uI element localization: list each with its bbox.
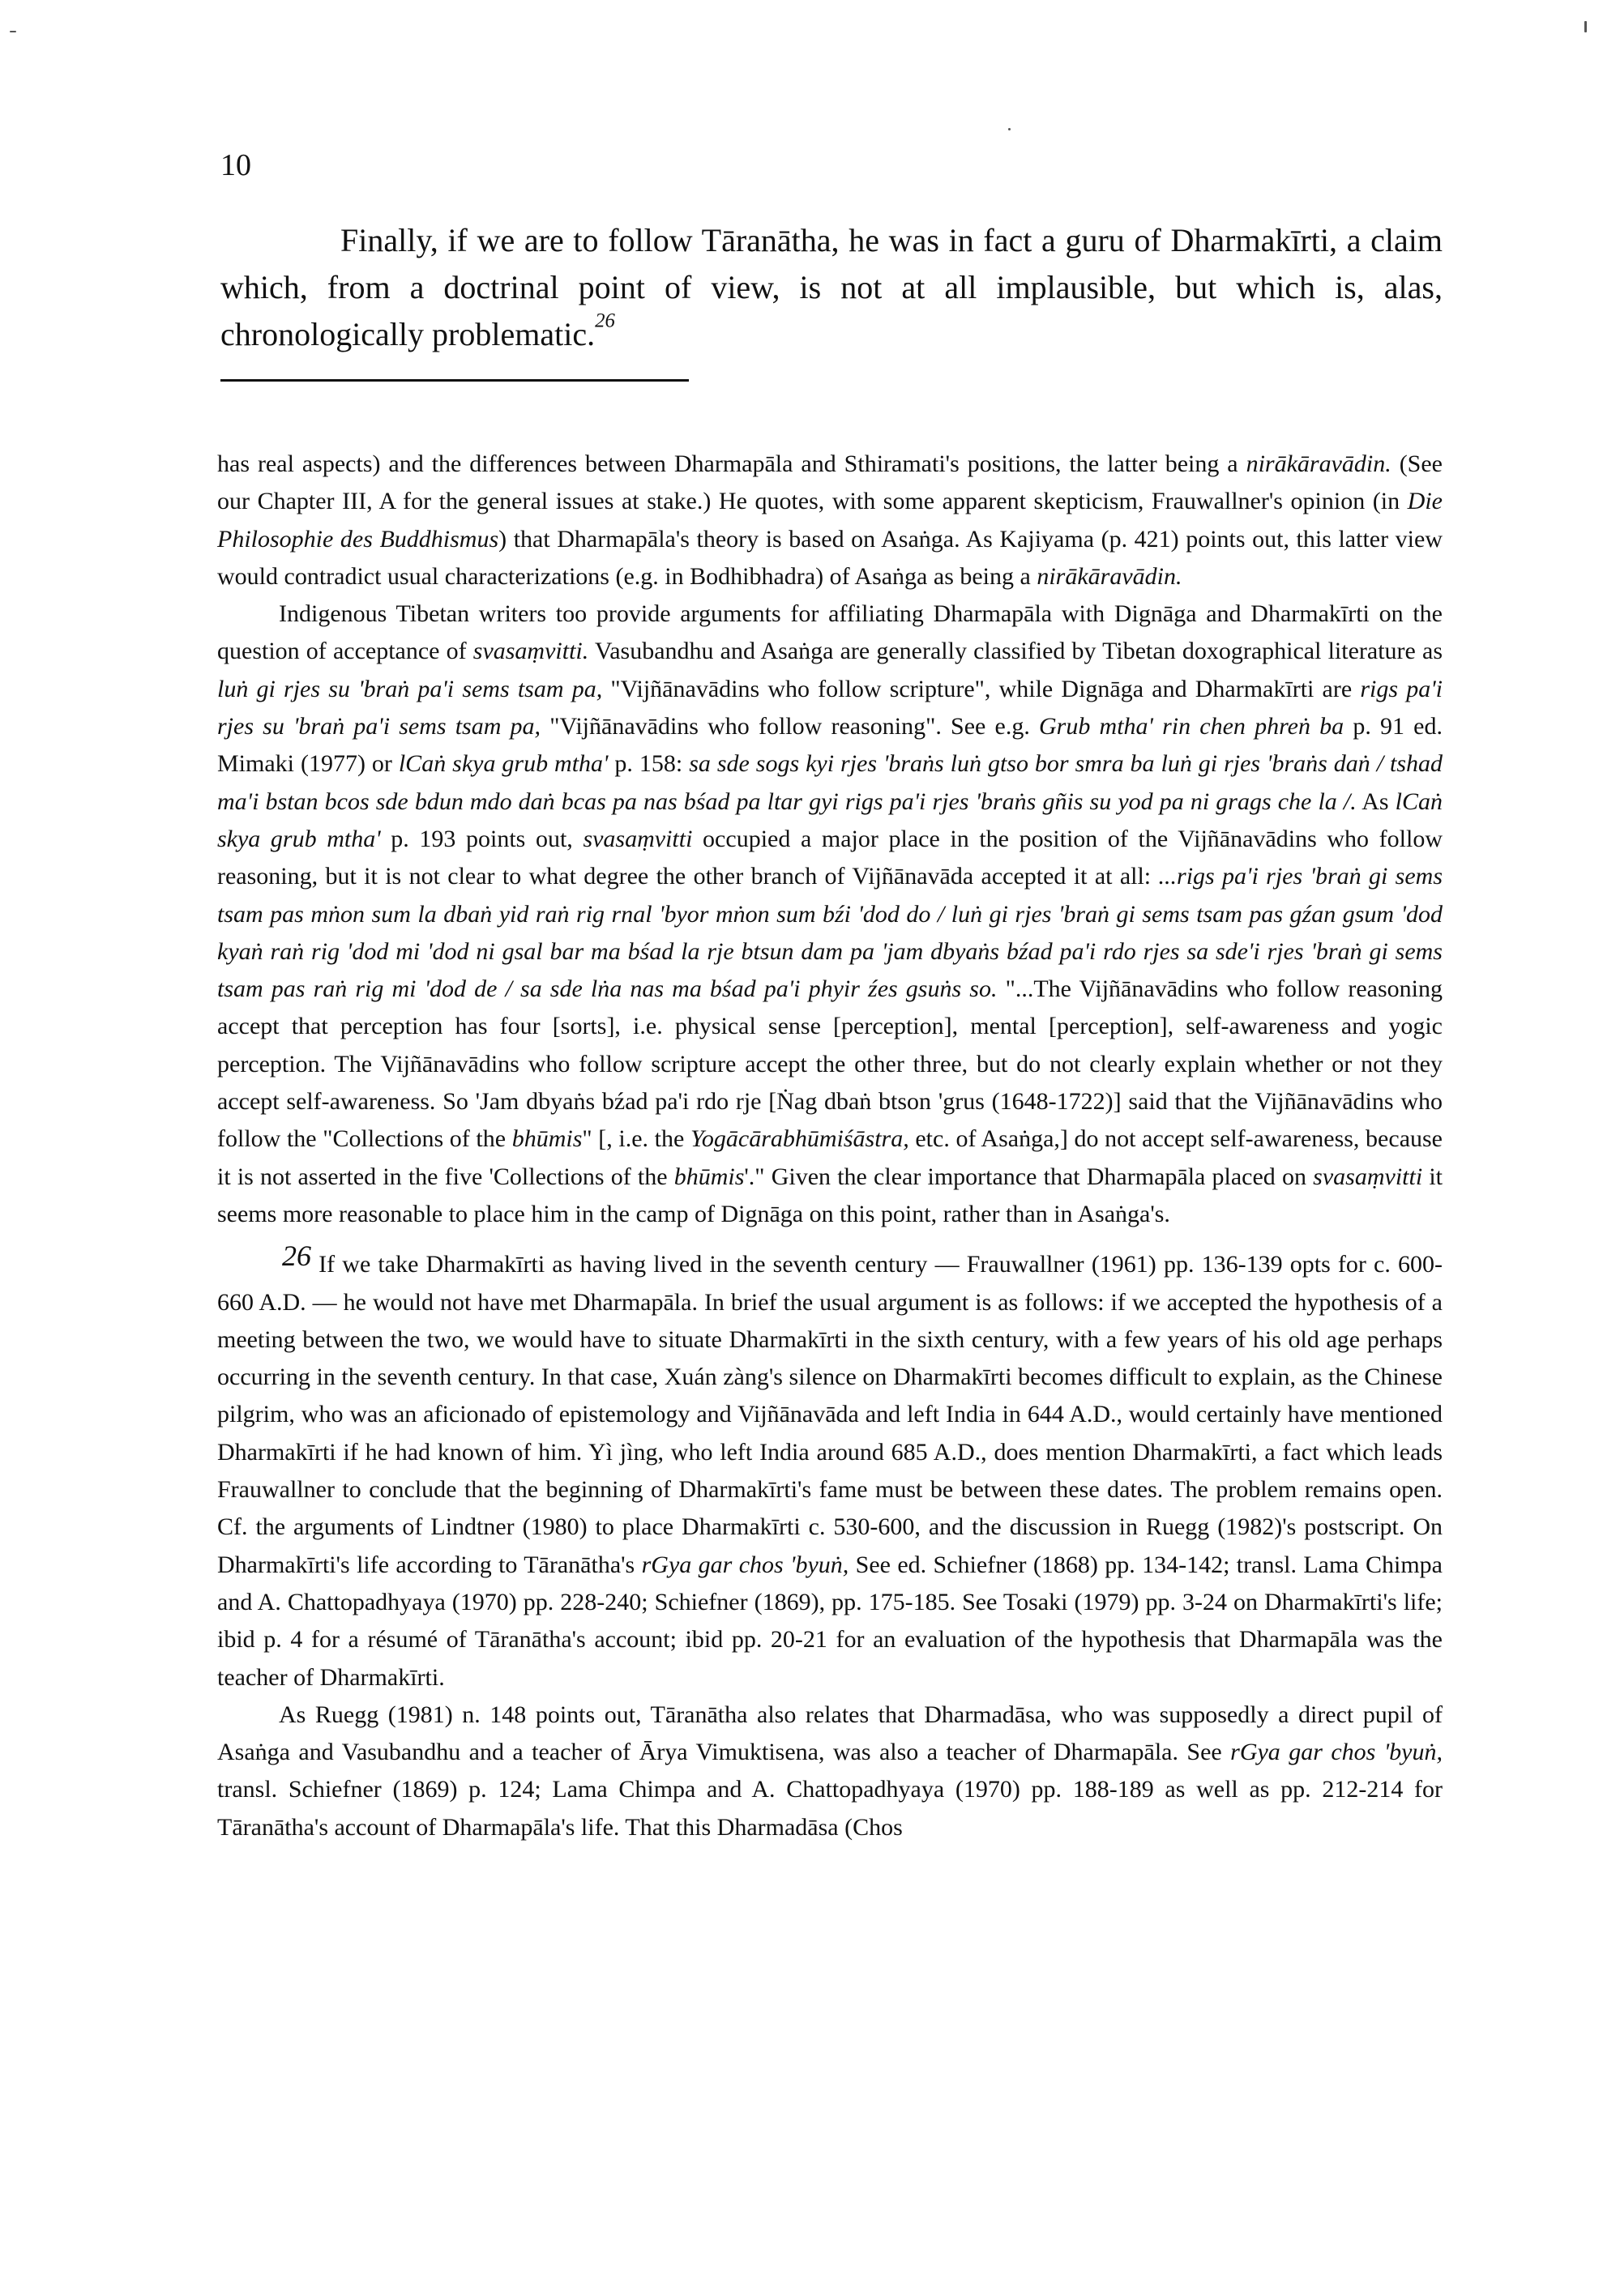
- footnote-separator: [220, 379, 689, 382]
- footnotes: [217, 446, 1443, 1846]
- main-paragraph-text: Finally, if we are to follow Tāranātha, he was in fact a guru of Dharmakīrti, a claim which, from a doctrinal point of view, is not at all implausible, but which is, alas, chronologically problematic.: [220, 222, 1443, 352]
- page-number: 10: [220, 148, 251, 182]
- footnote-reference: 26: [595, 309, 615, 332]
- footnote-26-number: 26: [282, 1240, 311, 1273]
- note-continued-paragraph-1: has real aspects) and the differences between Dharmapāla and Sthiramati's positions, the latter being a nirākāravādin. (See our Chapter III, A for the general issues at stake.) He quotes, with some apparent skepticism, Frauwallner's opinion (in Die Philosophie des Buddhismus) that Dharmapāla's theory is based on Asaṅga. As Kajiyama (p. 421) points out, this latter view would contradict usual characterizations (e.g. in Bodhibhadra) of Asaṅga as being a nirākāravādin.: [217, 450, 1443, 590]
- scan-speck: [10, 31, 16, 32]
- note-continued-paragraph-2: Indigenous Tibetan writers too provide arguments for affiliating Dharmapāla with Dignāga and Dharmakīrti on the question of acceptance of svasaṃvitti. Vasubandhu and Asaṅga are generally classified by Tibetan doxographical literature as luṅ gi rjes su 'braṅ pa'i sems tsam pa, "Vijñānavādins who follow scripture", while Dignāga and Dharmakīrti are rigs pa'i rjes su 'braṅ pa'i sems tsam pa, "Vijñānavādins who follow reasoning". See e.g. Grub mtha' rin chen phreṅ ba p. 91 ed. Mimaki (1977) or lCaṅ skya grub mtha' p. 158: sa sde sogs kyi rjes 'braṅs luṅ gtso bor smra ba luṅ gi rjes 'braṅs daṅ / tshad ma'i bstan bcos sde bdun mdo daṅ bcas pa nas bśad pa ltar gyi rigs pa'i rjes 'braṅs gñis su yod pa ni grags che la /. As lCaṅ skya grub mtha' p. 193 points out, svasaṃvitti occupied a major place in the position of the Vijñānavādins who follow reasoning, but it is not clear to what degree the other branch of Vijñānavāda accepted it at all: ...rigs pa'i rjes 'braṅ gi sems tsam pas mṅon sum la dbaṅ yid raṅ rig rnal 'byor mṅon sum bźi 'dod do / luṅ gi rjes 'braṅ gi sems tsam pas gźan gsum 'dod kyaṅ raṅ rig 'dod mi 'dod ni gsal bar ma bśad la rje btsun dam pa 'jam dbyaṅs bźad pa'i rdo rjes sa sde'i rjes 'braṅ gi sems tsam pas raṅ rig mi 'dod de / sa sde lṅa nas ma bśad pa'i phyir źes gsuṅs so. "...The Vijñānavādins who follow reasoning accept that perception has four [sorts], i.e. physical sense [perception], mental [perception], self-awareness and yogic perception. The Vijñānavādins who follow scripture accept the other three, but do not clearly explain whether or not they accept self-awareness. So 'Jam dbyaṅs bźad pa'i rdo rje [Ṅag dbaṅ btson 'grus (1648-1722)] said that the Vijñānavādins who follow the "Collections of the bhūmis" [, i.e. the Yogācārabhūmiśāstra, etc. of Asaṅga,] do not accept self-awareness, because it is not asserted in the five 'Collections of the bhūmis'." Given the clear importance that Dharmapāla placed on svasaṃvitti it seems more reasonable to place him in the camp of Dignāga on this point, rather than in Asaṅga's.: [217, 600, 1443, 1227]
- main-paragraph: [220, 217, 1443, 358]
- scan-speck: [1584, 21, 1587, 32]
- footnote-26: 26 If we take Dharmakīrti as having lived in the seventh century — Frauwallner (1961) pp. 136-139 opts for c. 600-660 A.D. — he would not have met Dharmapāla. In brief the usual argument is as follows: if we accepted the hypothesis of a meeting between the two, we would have to situate Dharmakīrti in the sixth century, with a few years of his old age perhaps occurring in the seventh century. In that case, Xuán zàng's silence on Dharmakīrti becomes difficult to explain, as the Chinese pilgrim, who was an aficionado of epistemology and Vijñānavāda and left India in 644 A.D., would certainly have mentioned Dharmakīrti if he had known of him. Yì jìng, who left India around 685 A.D., does mention Dharmakīrti, a fact which leads Frauwallner to conclude that the beginning of Dharmakīrti's fame must be between these dates. The problem remains open. Cf. the arguments of Lindtner (1980) to place Dharmakīrti c. 530-600, and the discussion in Ruegg (1982)'s postscript. On Dharmakīrti's life according to Tāranātha's rGya gar chos 'byuṅ, See ed. Schiefner (1868) pp. 134-142; transl. Lama Chimpa and A. Chattopadhyaya (1970) pp. 228-240; Schiefner (1869), pp. 175-185. See Tosaki (1979) pp. 3-24 on Dharmakīrti's life; ibid p. 4 for a résumé of Tāranātha's account; ibid pp. 20-21 for an evaluation of the hypothesis that Dharmapāla was the teacher of Dharmakīrti.: [217, 1240, 1443, 1691]
- footnote-26-paragraph-2: As Ruegg (1981) n. 148 points out, Tāranātha also relates that Dharmadāsa, who was supposedly a direct pupil of Asaṅga and Vasubandhu and a teacher of Ārya Vimuktisena, was also a teacher of Dharmapāla. See rGya gar chos 'byuṅ, transl. Schiefner (1869) p. 124; Lama Chimpa and A. Chattopadhyaya (1970) pp. 188-189 as well as pp. 212-214 for Tāranātha's account of Dharmapāla's life. That this Dharmadāsa (Chos: [217, 1701, 1443, 1841]
- scan-speck: [1008, 128, 1011, 130]
